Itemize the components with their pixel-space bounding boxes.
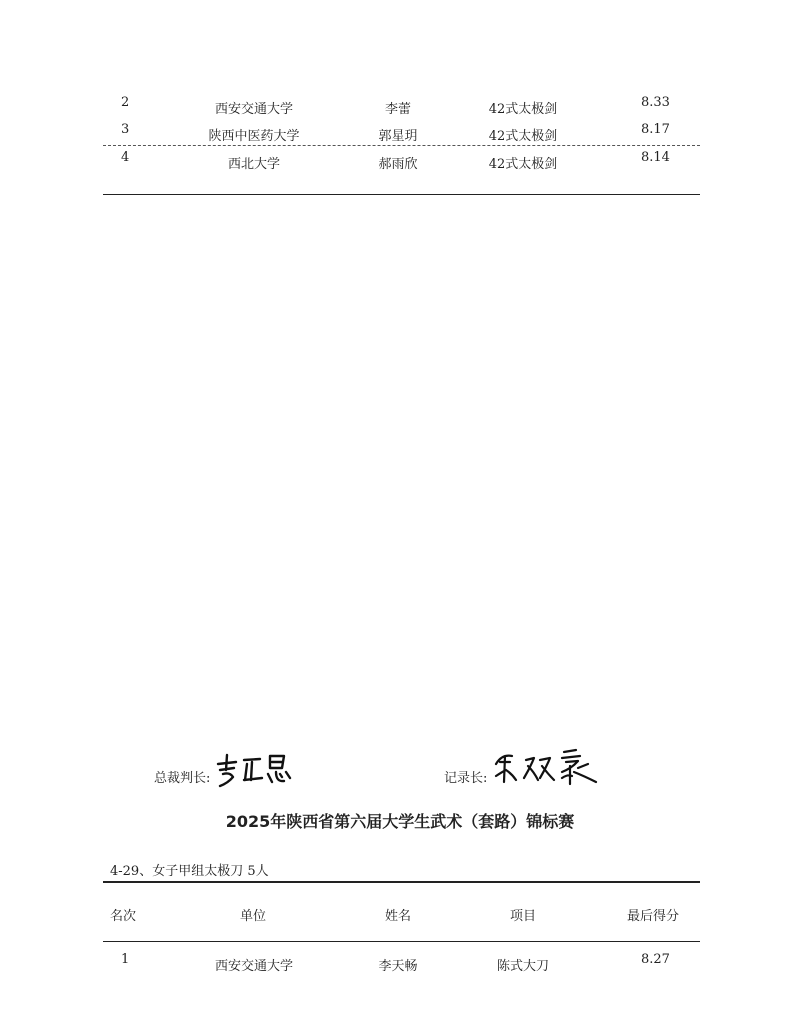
recorder-signature (492, 746, 604, 790)
header-event: 项目 (509, 909, 537, 924)
rank-cell: 1 (121, 952, 130, 967)
event-cell: 42式太极剑 (488, 102, 558, 117)
unit-cell: 西北大学 (227, 157, 281, 172)
recorder-label: 记录长: (444, 771, 488, 786)
header-rank: 名次 (110, 909, 137, 924)
name-cell: 郭星玥 (378, 129, 418, 144)
header-name: 姓名 (384, 909, 412, 924)
score-cell: 8.27 (641, 952, 670, 967)
header-score: 最后得分 (627, 909, 680, 924)
rank-cell: 4 (121, 150, 130, 165)
name-cell: 李天畅 (378, 959, 418, 974)
score-cell: 8.17 (641, 122, 670, 137)
chief-judge-signature (214, 750, 296, 790)
name-cell: 李蕾 (384, 102, 412, 117)
unit-cell: 西安交通大学 (214, 102, 294, 117)
table-top-rule (103, 881, 700, 883)
header-unit: 单位 (239, 909, 267, 924)
unit-cell: 陕西中医药大学 (208, 129, 300, 144)
score-cell: 8.14 (641, 150, 670, 165)
header-divider (103, 941, 700, 942)
score-cell: 8.33 (641, 95, 670, 110)
row-divider (103, 145, 700, 146)
event-cell: 42式太极剑 (488, 129, 558, 144)
rank-cell: 3 (121, 122, 130, 137)
event-cell: 陈式大刀 (496, 959, 550, 974)
event-group-title: 4-29、女子甲组太极刀 5人 (110, 864, 269, 879)
competition-title: 2025年陕西省第六届大学生武术（套路）锦标赛 (225, 812, 575, 831)
table-bottom-rule (103, 194, 700, 195)
unit-cell: 西安交通大学 (214, 959, 294, 974)
rank-cell: 2 (121, 95, 130, 110)
chief-judge-label: 总裁判长: (154, 771, 211, 786)
event-cell: 42式太极剑 (488, 157, 558, 172)
name-cell: 郝雨欣 (378, 157, 418, 172)
